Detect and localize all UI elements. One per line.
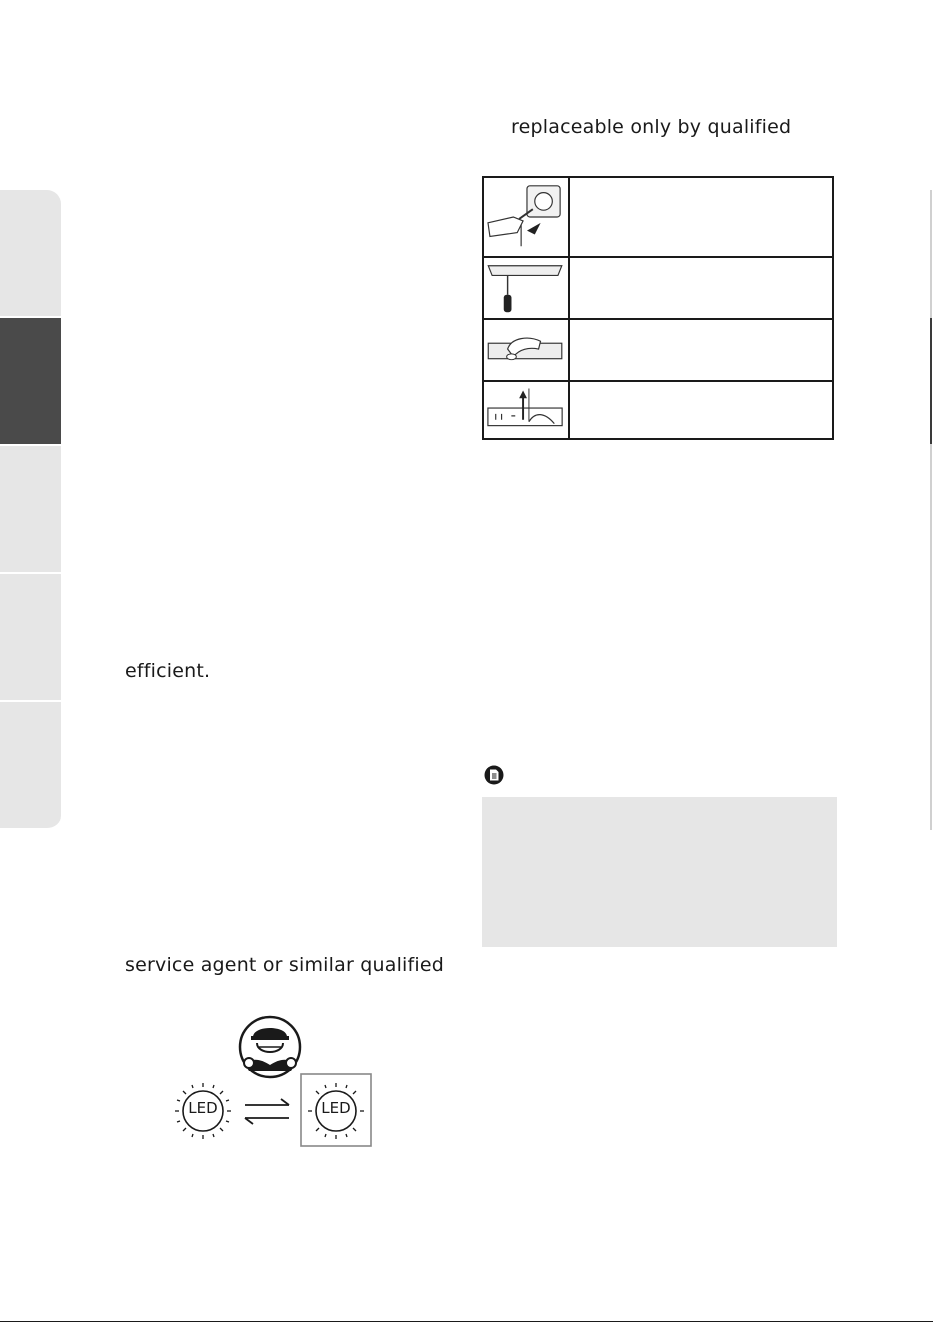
steps-table	[482, 176, 834, 440]
bottom-rule	[0, 1321, 933, 1322]
step-row-screwdriver	[484, 258, 832, 320]
step-row-remove-cover	[484, 320, 832, 382]
screwdriver-illustration	[484, 258, 570, 318]
side-tab-1	[0, 190, 61, 318]
side-tab-5	[0, 702, 61, 830]
left-column-text-service: service agent or similar qualified	[125, 954, 445, 976]
exchange-arrows-icon	[245, 1099, 289, 1124]
technician-icon	[240, 1017, 300, 1077]
side-tab-index	[0, 190, 61, 830]
side-tab-2-active	[0, 318, 61, 446]
side-tab-3	[0, 446, 61, 574]
note-icon	[484, 765, 504, 785]
led-label-left: LED	[188, 1099, 218, 1117]
left-column-text-efficient: efficient.	[125, 660, 211, 682]
right-column-text: replaceable only by qualified	[511, 116, 792, 138]
led-replacement-figure	[165, 1015, 380, 1155]
led-label-right: LED	[321, 1099, 351, 1117]
unplug-illustration	[484, 178, 570, 256]
right-edge-rule	[930, 190, 932, 830]
side-tab-4	[0, 574, 61, 702]
disconnect-illustration	[484, 382, 570, 438]
step-row-disconnect	[484, 382, 832, 438]
remove-cover-illustration	[484, 320, 570, 380]
step-row-unplug	[484, 178, 832, 258]
note-box	[482, 797, 837, 947]
